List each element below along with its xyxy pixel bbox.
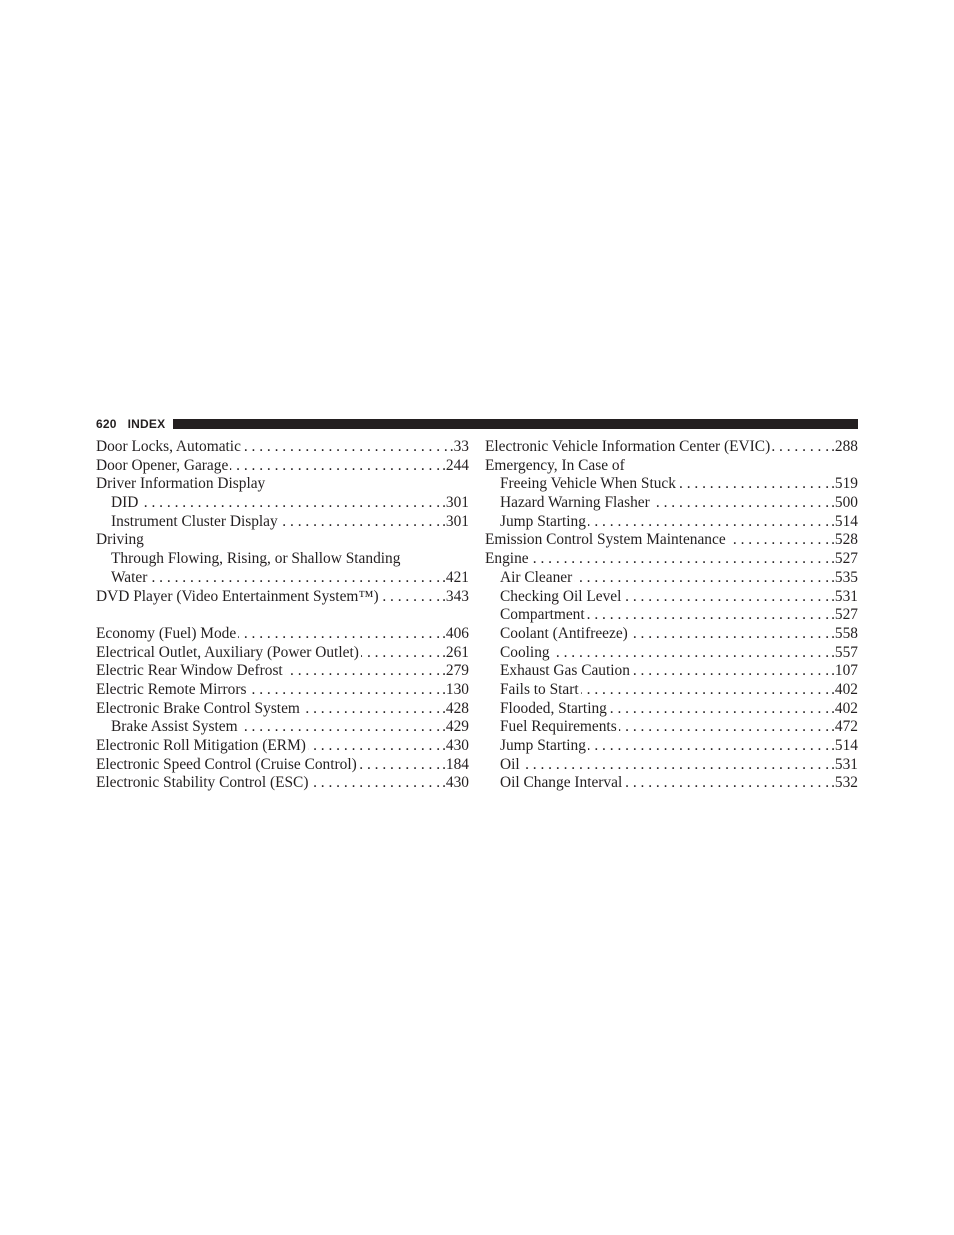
dot-leader — [588, 737, 829, 756]
index-entry — [96, 700, 469, 719]
entry-label: Electric Rear Window Defrost — [96, 662, 283, 680]
entry-label: Brake Assist System — [111, 718, 238, 736]
index-entry — [96, 550, 469, 569]
index-entry — [96, 494, 469, 513]
entry-label: Water — [111, 568, 148, 586]
index-column-right — [485, 438, 858, 793]
entry-page-number: .532 — [831, 774, 858, 792]
index-entry — [485, 737, 858, 756]
entry-page-number: .261 — [442, 643, 469, 661]
index-entry — [485, 531, 858, 550]
dot-leader — [574, 569, 829, 588]
dot-leader — [772, 438, 829, 457]
entry-page-number: .184 — [442, 755, 469, 773]
entry-label: Driving — [96, 531, 144, 549]
entry-page-number: .428 — [442, 699, 469, 717]
index-entry — [96, 662, 469, 681]
dot-leader — [619, 718, 829, 737]
dot-leader — [623, 588, 829, 607]
index-entry — [96, 737, 469, 756]
index-column-left — [96, 438, 469, 793]
dot-leader — [140, 494, 440, 513]
section-title: INDEX — [127, 417, 166, 431]
dot-leader — [678, 475, 829, 494]
entry-page-number: .472 — [831, 718, 858, 736]
entry-label: Freeing Vehicle When Stuck — [500, 475, 676, 493]
dot-leader — [359, 756, 440, 775]
index-entry — [96, 625, 469, 644]
entry-label: Emission Control System Maintenance — [485, 531, 726, 549]
header-rule — [173, 419, 858, 429]
dot-leader — [230, 457, 440, 476]
entry-page-number: .343 — [442, 587, 469, 605]
entry-label: Through Flowing, Rising, or Shallow Standing — [111, 550, 401, 568]
index-entry — [485, 756, 858, 775]
index-entry — [485, 662, 858, 681]
dot-leader — [632, 662, 829, 681]
entry-page-number: .514 — [831, 512, 858, 530]
entry-page-number: .406 — [442, 624, 469, 642]
entry-page-number: .531 — [831, 755, 858, 773]
entry-page-number: .527 — [831, 606, 858, 624]
dot-leader — [531, 550, 829, 569]
entry-label: Driver Information Display — [96, 475, 266, 493]
index-entry — [96, 718, 469, 737]
dot-leader — [361, 644, 440, 663]
entry-label: Coolant (Antifreeze) — [500, 624, 628, 642]
entry-page-number: .528 — [831, 531, 858, 549]
index-entry — [96, 531, 469, 550]
entry-page-number: .288 — [831, 438, 858, 455]
index-entry — [485, 625, 858, 644]
index-entry — [96, 774, 469, 793]
dot-leader — [624, 774, 829, 793]
entry-page-number: .558 — [831, 624, 858, 642]
entry-label: Fuel Requirements — [500, 718, 617, 736]
entry-label: DVD Player (Video Entertainment System™) — [96, 587, 379, 605]
index-entry — [485, 513, 858, 532]
page-number: 620 — [96, 417, 117, 431]
entry-label: Cooling — [500, 643, 550, 661]
entry-page-number: .531 — [831, 587, 858, 605]
entry-page-number: .557 — [831, 643, 858, 661]
dot-leader — [248, 681, 440, 700]
entry-label: Door Opener, Garage — [96, 456, 229, 474]
entry-label: Hazard Warning Flasher — [500, 494, 650, 512]
dot-leader — [552, 644, 829, 663]
section-gap — [96, 606, 469, 625]
entry-page-number: .301 — [442, 494, 469, 512]
index-entry — [485, 569, 858, 588]
dot-leader — [308, 737, 440, 756]
entry-label: Checking Oil Level — [500, 587, 622, 605]
index-entry — [485, 475, 858, 494]
dot-leader — [522, 756, 829, 775]
index-entry — [485, 606, 858, 625]
dot-leader — [609, 700, 829, 719]
dot-leader — [630, 625, 829, 644]
entry-label: Door Locks, Automatic — [96, 438, 241, 455]
entry-page-number: .514 — [831, 737, 858, 754]
index-entry — [485, 774, 858, 793]
entry-label: Jump Starting — [500, 737, 586, 754]
entry-label: Electronic Roll Mitigation (ERM) — [96, 737, 306, 754]
entry-label: Electronic Vehicle Information Center (EVIC) — [485, 438, 771, 455]
index-entry — [485, 457, 858, 476]
entry-page-number: .244 — [442, 456, 469, 474]
entry-page-number: .519 — [831, 475, 858, 493]
dot-leader — [238, 625, 440, 644]
index-entry — [96, 681, 469, 700]
dot-leader — [149, 569, 440, 588]
dot-leader — [310, 774, 440, 793]
index-entry — [96, 588, 469, 607]
index-entry — [485, 700, 858, 719]
entry-label: Exhaust Gas Caution — [500, 662, 630, 680]
index-entry — [96, 438, 469, 457]
entry-page-number: .535 — [831, 568, 858, 586]
dot-leader — [243, 438, 448, 457]
entry-label: DID — [111, 494, 139, 512]
entry-label: Oil Change Interval — [500, 774, 623, 792]
dot-leader — [652, 494, 829, 513]
dot-leader — [240, 718, 441, 737]
index-entry — [485, 718, 858, 737]
index-entry — [485, 588, 858, 607]
entry-page-number: .33 — [449, 438, 469, 455]
dot-leader — [581, 681, 829, 700]
entry-label: Compartment — [500, 606, 585, 624]
entry-label: Electric Remote Mirrors — [96, 680, 247, 698]
entry-label: Air Cleaner — [500, 568, 573, 586]
index-entry — [96, 513, 469, 532]
entry-label: Fails to Start — [500, 680, 579, 698]
entry-label: Oil — [500, 755, 520, 773]
dot-leader — [587, 606, 829, 625]
dot-leader — [280, 513, 440, 532]
dot-leader — [381, 588, 440, 607]
entry-page-number: .402 — [831, 699, 858, 717]
entry-label: Instrument Cluster Display — [111, 512, 278, 530]
entry-label: Engine — [485, 550, 529, 568]
index-entry — [96, 457, 469, 476]
entry-page-number: .279 — [442, 662, 469, 680]
entry-label: Electronic Stability Control (ESC) — [96, 774, 309, 792]
index-entry — [96, 756, 469, 775]
entry-page-number: .430 — [442, 774, 469, 792]
entry-label: Electrical Outlet, Auxiliary (Power Outlet) — [96, 643, 359, 661]
entry-page-number: .527 — [831, 550, 858, 568]
dot-leader — [302, 700, 440, 719]
index-entry — [96, 569, 469, 588]
index-entry — [485, 644, 858, 663]
dot-leader — [728, 531, 829, 550]
page-header — [96, 417, 858, 431]
index-entry — [485, 438, 858, 457]
entry-label: Emergency, In Case of — [485, 456, 625, 474]
entry-label: Jump Starting — [500, 512, 586, 530]
index-entry — [485, 681, 858, 700]
entry-page-number: .301 — [442, 512, 469, 530]
entry-label: Electronic Brake Control System — [96, 699, 300, 717]
dot-leader — [588, 513, 829, 532]
index-entry — [485, 494, 858, 513]
entry-page-number: .429 — [442, 718, 469, 736]
entry-page-number: .430 — [442, 737, 469, 754]
index-entry — [485, 550, 858, 569]
dot-leader — [285, 662, 440, 681]
entry-label: Electronic Speed Control (Cruise Control) — [96, 755, 357, 773]
index-entry — [96, 644, 469, 663]
entry-page-number: .421 — [442, 568, 469, 586]
entry-page-number: .107 — [831, 662, 858, 680]
entry-label: Flooded, Starting — [500, 699, 607, 717]
entry-page-number: .130 — [442, 680, 469, 698]
index-entry — [96, 475, 469, 494]
entry-page-number: .402 — [831, 680, 858, 698]
entry-label: Economy (Fuel) Mode — [96, 624, 237, 642]
entry-page-number: .500 — [831, 494, 858, 512]
